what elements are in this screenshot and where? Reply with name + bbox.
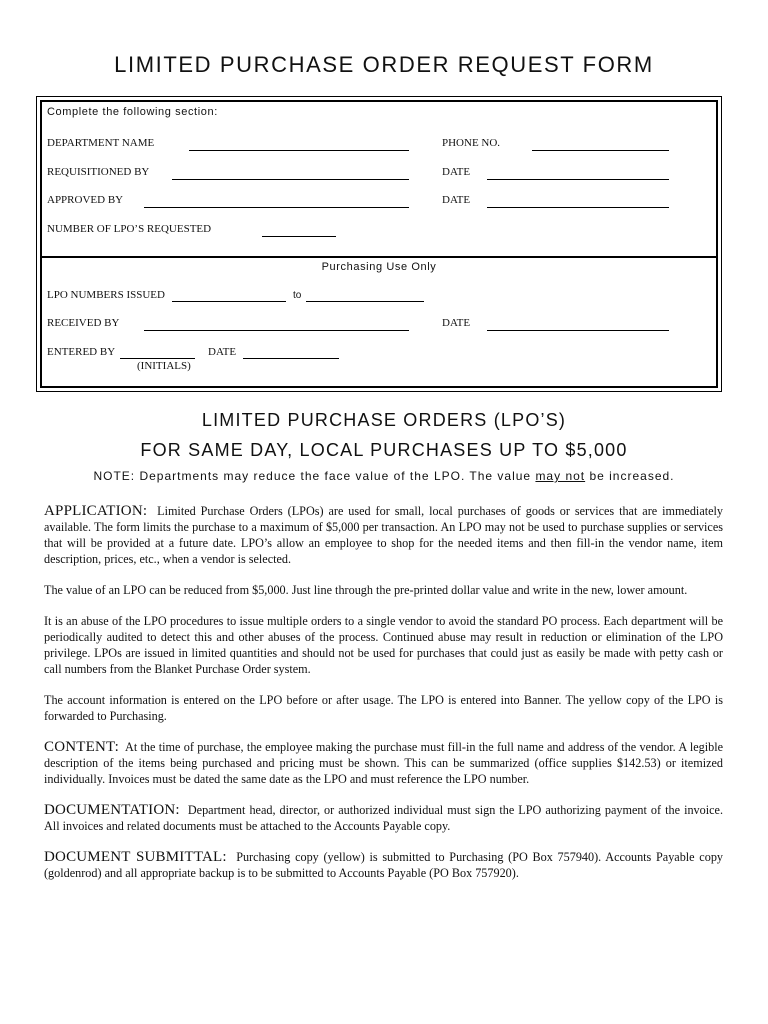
date-field-4[interactable] [243, 358, 339, 359]
application-heading: APPLICATION: [44, 503, 148, 519]
submittal-text: Purchasing copy (yellow) is submitted to Purchasing (PO Box 757940). Accounts Payable copy (goldenrod) and all appropriate backup is to be submitted to Accounts Payable (PO Box 757920). [44, 850, 724, 880]
content-heading: CONTENT: [44, 739, 120, 755]
value-paragraph [44, 582, 723, 598]
application-paragraph [44, 503, 723, 567]
purchasing-use-only-label: Purchasing Use Only [321, 261, 437, 273]
abuse-text: It is an abuse of the LPO procedures to issue multiple orders to a single vendor to avoid the standard PO process. Each department will be periodically audited to detect this and other abuses of the process. Continued abuse may result in reduction or elimination of the LPO privilege. LPOs are issued in limited quantities and should not be used for purchases that could just as easily be made with petty cash or call numbers from the Blanket Purchase Order system. [44, 614, 723, 676]
phone-no-field[interactable] [532, 150, 669, 151]
value-text: The value of an LPO can be reduced from $5,000. Just line through the pre-printed dollar value and write in the new, lower amount. [44, 583, 688, 597]
note-line [0, 469, 768, 483]
date-field-1[interactable] [487, 179, 669, 180]
content-paragraph [44, 739, 723, 787]
account-paragraph [44, 692, 723, 724]
form-title: LIMITED PURCHASE ORDER REQUEST FORM [114, 52, 654, 77]
approved-by-field[interactable] [144, 207, 409, 208]
department-name-label: DEPARTMENT NAME [47, 137, 155, 149]
phone-no-label: PHONE NO. [442, 137, 501, 149]
note-text-after: be increased. [585, 469, 675, 483]
lpo-number-from-field[interactable] [172, 301, 286, 302]
form-instruction: Complete the following section: [47, 106, 218, 118]
submittal-paragraph [44, 849, 723, 881]
initials-label: (INITIALS) [137, 360, 191, 372]
date-label-1: DATE [442, 166, 471, 178]
application-text: Limited Purchase Orders (LPOs) are used for small, local purchases of goods or services that are immediately available. The form limits the purchase to a maximum of $5,000 per transaction. An LPO may not be used to purchase supplies or services that will be provided at a future date. LPO’s allow an employee to shop for the needed items and then fill-in the vendor name, item description, prices, etc., when a vendor is selected. [44, 504, 724, 566]
documentation-text: Department head, director, or authorized individual must sign the LPO authorizing payment of the invoice. All invoices and related documents must be attached to the Accounts Payable copy. [44, 803, 723, 833]
requisitioned-by-field[interactable] [172, 179, 409, 180]
note-emphasis: may not [535, 469, 586, 483]
lpo-subheading: FOR SAME DAY, LOCAL PURCHASES UP TO $5,000 [140, 440, 628, 460]
number-of-lpos-field[interactable] [262, 236, 336, 237]
date-field-2[interactable] [487, 207, 669, 208]
form-section-divider [42, 256, 716, 258]
date-label-4: DATE [208, 346, 237, 358]
approved-by-label: APPROVED BY [47, 194, 124, 206]
received-by-label: RECEIVED BY [47, 317, 120, 329]
submittal-heading: DOCUMENT SUBMITTAL: [44, 849, 227, 865]
request-form-inner-border [40, 100, 718, 388]
lpo-number-to-field[interactable] [306, 301, 424, 302]
date-field-3[interactable] [487, 330, 669, 331]
lpo-heading: LIMITED PURCHASE ORDERS (LPO’S) [201, 410, 567, 430]
date-label-2: DATE [442, 194, 471, 206]
entered-by-field[interactable] [120, 358, 195, 359]
requisitioned-by-label: REQUISITIONED BY [47, 166, 150, 178]
request-form-box [36, 96, 722, 392]
lpo-numbers-issued-label: LPO NUMBERS ISSUED [47, 289, 165, 301]
policy-body [44, 503, 723, 896]
department-name-field[interactable] [189, 150, 409, 151]
account-text: The account information is entered on the LPO before or after usage. The LPO is entered into Banner. The yellow copy of the LPO is forwarded to Purchasing. [44, 693, 723, 723]
content-text: At the time of purchase, the employee making the purchase must fill-in the full name and address of the vendor. A legible description of the items being purchased and pricing must be shown. This can be summarized (office supplies $142.53) or itemized individually. Invoices must be dated the same date as the LPO and must reference the LPO number. [44, 740, 723, 786]
received-by-field[interactable] [144, 330, 409, 331]
to-label: to [293, 290, 302, 301]
documentation-paragraph [44, 802, 723, 834]
number-of-lpos-label: NUMBER OF LPO’S REQUESTED [47, 223, 212, 235]
abuse-paragraph [44, 613, 723, 677]
entered-by-label: ENTERED BY [47, 346, 116, 358]
documentation-heading: DOCUMENTATION: [44, 802, 180, 818]
date-label-3: DATE [442, 317, 471, 329]
note-text-before: NOTE: Departments may reduce the face value of the LPO. The value [93, 469, 536, 483]
